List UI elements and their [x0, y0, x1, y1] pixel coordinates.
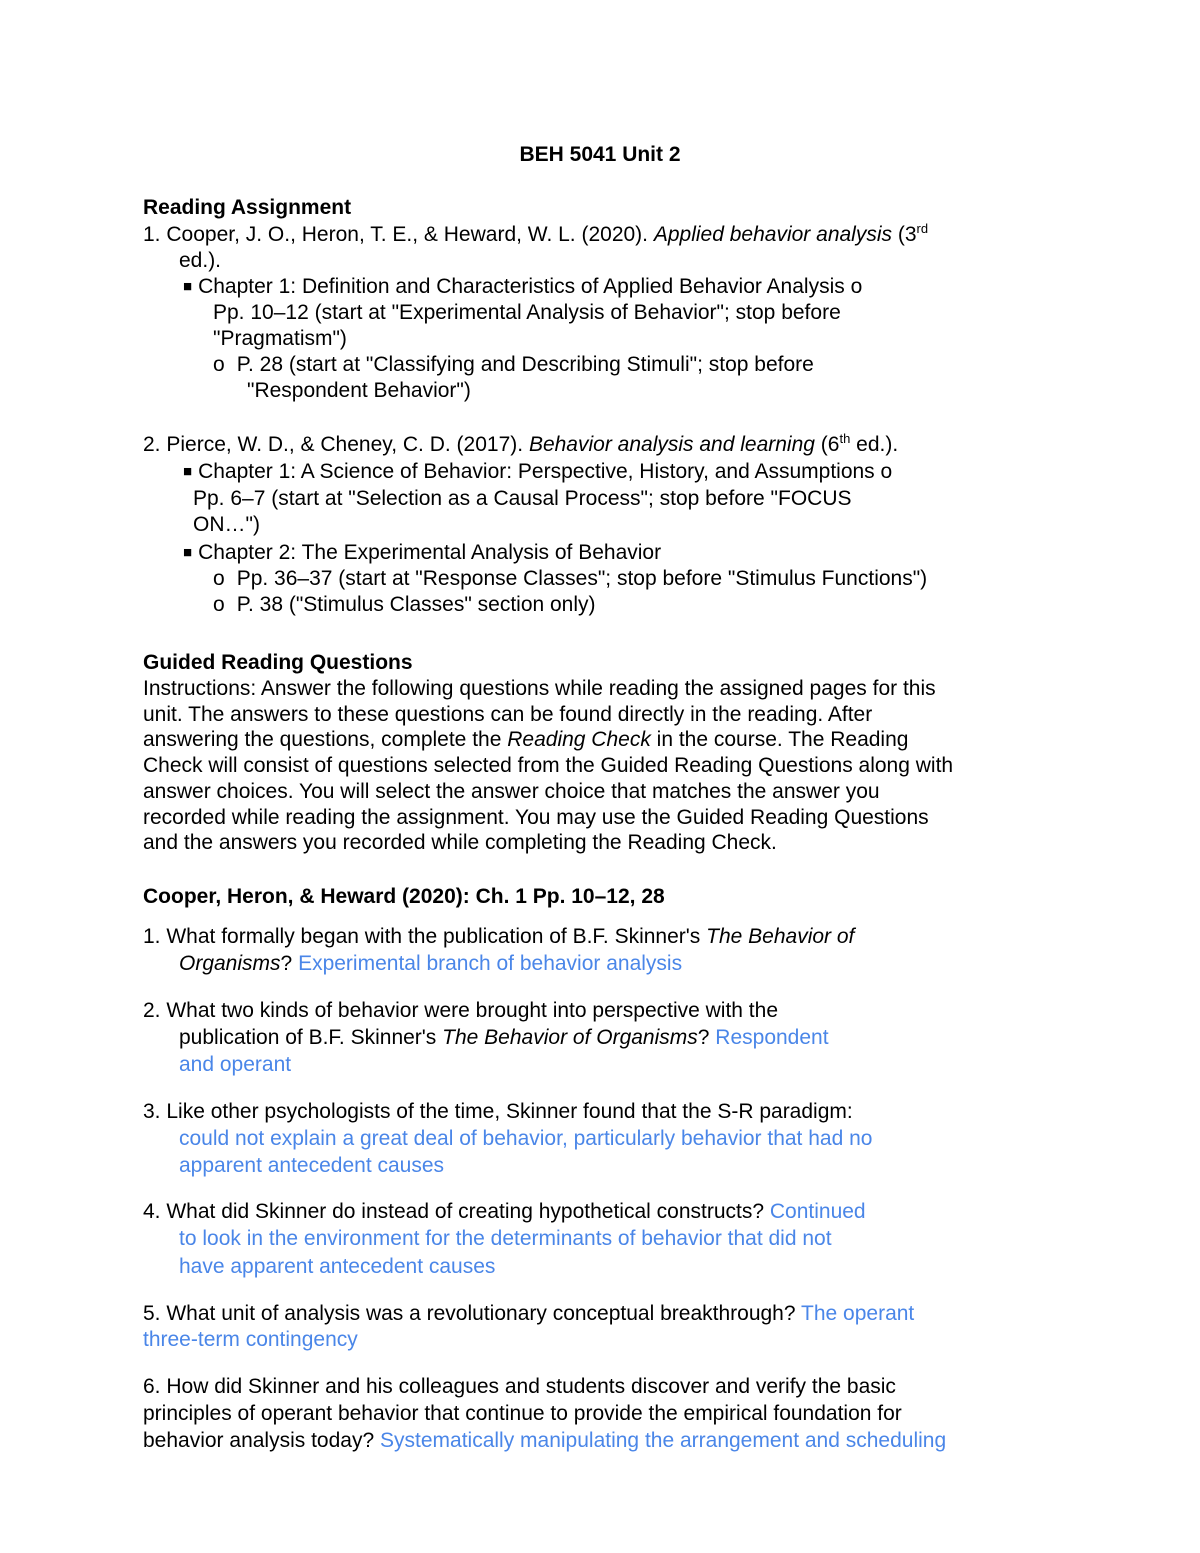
answer-2: Respondent: [715, 1026, 829, 1049]
circle-bullet-icon: o: [213, 353, 225, 376]
circle-bullet-icon: o: [213, 593, 225, 616]
answer-6: Systematically manipulating the arrangement and scheduling: [380, 1429, 947, 1452]
ref2-item-2: o Pp. 36–37 (start at "Response Classes"; stop before "Stimulus Functions"): [213, 567, 928, 590]
ref2-book-title: Behavior analysis and learning: [528, 433, 815, 456]
instructions-line: answer choices. You will select the answer choice that matches the answer you: [143, 780, 880, 803]
ref1-number: 1.: [143, 223, 161, 246]
instructions-line: answering the questions, complete the Reading Check in the course. The Reading: [143, 728, 909, 751]
answer-3-cont: apparent antecedent causes: [179, 1154, 445, 1177]
ref2-item-1: Pp. 6–7 (start at "Selection as a Causal Process"; stop before "FOCUS: [193, 487, 852, 510]
instructions-line: Check will consist of questions selected from the Guided Reading Questions along with: [143, 754, 954, 777]
question-3: 3. Like other psychologists of the time, Skinner found that the S-R paradigm:: [143, 1100, 853, 1123]
guided-questions-heading: Guided Reading Questions: [143, 651, 413, 674]
question-5: 5. What unit of analysis was a revolutionary conceptual breakthrough? The operant: [143, 1302, 915, 1325]
square-bullet-icon: ■: [183, 544, 193, 561]
square-bullet-icon: ■: [183, 463, 193, 480]
answer-5-cont: three-term contingency: [143, 1328, 358, 1351]
ref2-edition: (6: [820, 433, 840, 456]
answer-1: Experimental branch of behavior analysis: [298, 952, 683, 975]
answer-3: could not explain a great deal of behavior, particularly behavior that had no: [179, 1127, 873, 1150]
ref2-authors: Pierce, W. D., & Cheney, C. D. (2017).: [166, 433, 524, 456]
answer-4-cont: to look in the environment for the determinants of behavior that did not: [179, 1227, 832, 1250]
ref1-chapter: ■ Chapter 1: Definition and Characteristics of Applied Behavior Analysis o: [183, 275, 863, 298]
instructions-line: and the answers you recorded while completing the Reading Check.: [143, 831, 777, 854]
ref1-item-2: o P. 28 (start at "Classifying and Describing Stimuli"; stop before: [213, 353, 814, 376]
reading-assignment-heading: Reading Assignment: [143, 196, 352, 219]
question-6-cont: behavior analysis today? Systematically manipulating the arrangement and scheduling: [143, 1429, 947, 1452]
section-heading: Cooper, Heron, & Heward (2020): Ch. 1 Pp. 10–12, 28: [143, 885, 665, 908]
instructions-line: recorded while reading the assignment. You may use the Guided Reading Questions: [143, 806, 929, 829]
question-6: 6. How did Skinner and his colleagues and students discover and verify the basic: [143, 1375, 896, 1398]
page-title: BEH 5041 Unit 2: [519, 143, 681, 166]
question-4: 4. What did Skinner do instead of creating hypothetical constructs? Continued: [143, 1200, 866, 1223]
ref2-item-3: o P. 38 ("Stimulus Classes" section only): [213, 593, 596, 616]
ref1-item-2-cont: "Respondent Behavior"): [247, 379, 471, 402]
instructions-line: unit. The answers to these questions can be found directly in the reading. After: [143, 703, 873, 726]
ref1-edition-sup: rd: [916, 221, 929, 236]
question-2-cont: publication of B.F. Skinner's The Behavior of Organisms? Respondent: [179, 1026, 829, 1049]
ref1-edition: (3: [897, 223, 917, 246]
ref1-item-1-cont: "Pragmatism"): [213, 327, 347, 350]
ref1-edition-close: ed.).: [179, 249, 222, 272]
question-6-cont: principles of operant behavior that continue to provide the empirical foundation for: [143, 1402, 902, 1425]
circle-bullet-icon: o: [880, 460, 893, 483]
answer-5: The operant: [801, 1302, 915, 1325]
reading-check-emphasis: Reading Check: [507, 728, 651, 751]
instructions-line: Instructions: Answer the following questions while reading the assigned pages for this: [143, 677, 936, 700]
question-1: 1. What formally began with the publication of B.F. Skinner's The Behavior of: [143, 925, 855, 948]
reference-2: 2. Pierce, W. D., & Cheney, C. D. (2017). Behavior analysis and learning (6th ed.).: [143, 431, 899, 456]
square-bullet-icon: ■: [183, 278, 193, 295]
question-2: 2. What two kinds of behavior were brought into perspective with the: [143, 999, 779, 1022]
circle-bullet-icon: o: [213, 567, 225, 590]
answer-4-cont: have apparent antecedent causes: [179, 1255, 496, 1278]
reference-1: [143, 222, 928, 248]
ref2-number: 2.: [143, 433, 161, 456]
ref2-item-1-cont: ON…"): [193, 513, 260, 536]
ref1-authors: Cooper, J. O., Heron, T. E., & Heward, W. L. (2020).: [166, 223, 649, 246]
ref2-chapter-2: ■ Chapter 2: The Experimental Analysis of Behavior: [183, 541, 662, 564]
question-1-cont: Organisms? Experimental branch of behavior analysis: [179, 952, 683, 975]
ref2-edition-sup: th: [839, 431, 851, 446]
answer-4: Continued: [769, 1200, 866, 1223]
ref1-item-1: Pp. 10–12 (start at "Experimental Analysis of Behavior"; stop before: [213, 301, 841, 324]
circle-bullet-icon: o: [850, 275, 863, 298]
ref2-chapter-1: ■ Chapter 1: A Science of Behavior: Perspective, History, and Assumptions o: [183, 460, 893, 483]
ref1-book-title: Applied behavior analysis: [653, 223, 893, 246]
answer-2-cont: and operant: [179, 1053, 292, 1076]
